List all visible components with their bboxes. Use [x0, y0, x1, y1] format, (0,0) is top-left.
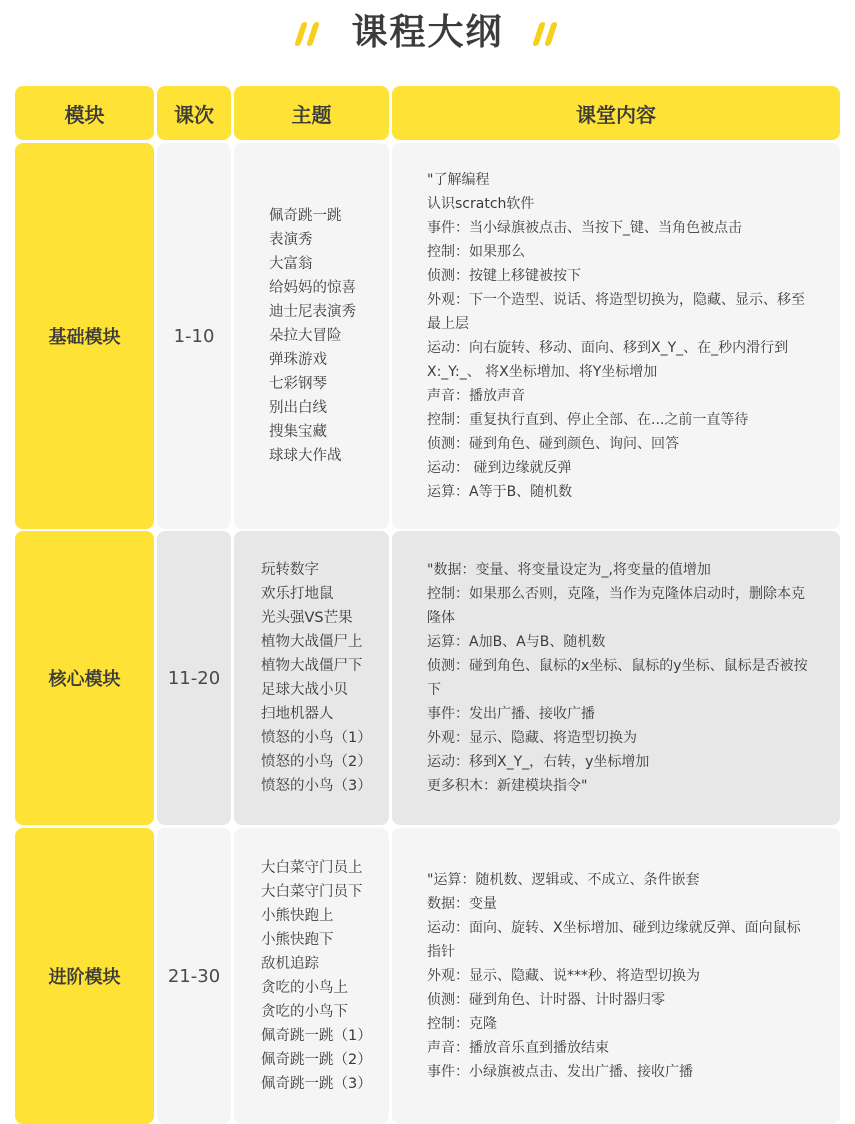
topic-item: 贪吃的小鸟上 [261, 980, 348, 996]
content-line: 认识scratch软件 [427, 196, 535, 212]
topics-cell [234, 143, 389, 529]
topic-item: 足球大战小贝 [261, 682, 348, 698]
content-line: 侦测：按键上移键被按下 [427, 268, 581, 284]
content-line: 运算：A等于B、随机数 [427, 484, 573, 500]
topic-item: 七彩钢琴 [269, 376, 327, 392]
content-line: 数据：变量 [427, 896, 497, 912]
content-cell [392, 531, 840, 825]
content-line: 控制：如果那么 [427, 244, 525, 260]
content-line: 外观：下一个造型、说话、将造型切换为，隐藏、显示、移至最上层 [427, 292, 805, 332]
topic-item: 植物大战僵尸上 [261, 634, 363, 650]
topic-item: 弹珠游戏 [269, 352, 327, 368]
content-line: 控制：如果那么否则，克隆，当作为克隆体启动时，删除本克隆体 [427, 586, 805, 626]
topic-item: 愤怒的小鸟（3） [261, 778, 372, 794]
content-line: 事件：小绿旗被点击、发出广播、接收广播 [427, 1064, 693, 1080]
module-cell-core: 核心模块 [15, 531, 154, 825]
content-line: 控制：克隆 [427, 1016, 497, 1032]
page-title: 课程大纲 [351, 12, 504, 53]
topic-item: 大白菜守门员上 [261, 860, 363, 876]
content-line: 运动：移到X_Y_，右转，y坐标增加 [427, 754, 650, 770]
content-line: 外观：显示、隐藏、将造型切换为 [427, 730, 637, 746]
content-line: 侦测：碰到角色、鼠标的x坐标、鼠标的y坐标、鼠标是否被按下 [427, 658, 808, 698]
content-line: 更多积木：新建模块指令" [427, 778, 588, 794]
topic-item: 敌机追踪 [261, 956, 319, 972]
lessons-cell: 11-20 [157, 531, 231, 825]
topic-item: 光头强VS芒果 [261, 610, 353, 626]
topic-item: 贪吃的小鸟下 [261, 1004, 348, 1020]
topic-item: 迪士尼表演秀 [269, 304, 356, 320]
content-line: 运动：面向、旋转、X坐标增加、碰到边缘就反弹、面向鼠标指针 [427, 920, 801, 960]
topic-item: 植物大战僵尸下 [261, 658, 363, 674]
content-cell [392, 828, 840, 1124]
topic-item: 玩转数字 [261, 562, 319, 578]
content-line: 事件：当小绿旗被点击、当按下_键、当角色被点击 [427, 220, 742, 236]
content-line: 侦测：碰到角色、计时器、计时器归零 [427, 992, 665, 1008]
header-lessons: 课次 [157, 86, 231, 140]
lessons-cell: 21-30 [157, 828, 231, 1124]
content-line: 侦测：碰到角色、碰到颜色、询问、回答 [427, 436, 679, 452]
content-line: 控制：重复执行直到、停止全部、在...之前一直等待 [427, 412, 749, 428]
header-topic: 主题 [234, 86, 389, 140]
topic-item: 表演秀 [269, 232, 313, 248]
lessons-cell: 1-10 [157, 143, 231, 529]
topic-item: 佩奇跳一跳（1） [261, 1028, 372, 1044]
topic-item: 欢乐打地鼠 [261, 586, 334, 602]
topic-item: 愤怒的小鸟（1） [261, 730, 372, 746]
topic-item: 搜集宝藏 [269, 424, 327, 440]
topic-item: 愤怒的小鸟（2） [261, 754, 372, 770]
content-line: 事件：发出广播、接收广播 [427, 706, 595, 722]
topic-item: 小熊快跑上 [261, 908, 334, 924]
topic-item: 朵拉大冒险 [269, 328, 342, 344]
topic-item: 小熊快跑下 [261, 932, 334, 948]
content-line: 声音：播放声音 [427, 388, 525, 404]
content-cell [392, 143, 840, 529]
content-line: "了解编程 [427, 172, 490, 188]
title-decoration-right [532, 22, 562, 48]
content-line: 运算：A加B、A与B、随机数 [427, 634, 606, 650]
topic-item: 佩奇跳一跳（3） [261, 1076, 372, 1092]
topic-item: 扫地机器人 [261, 706, 334, 722]
topics-cell [234, 531, 389, 825]
topic-item: 佩奇跳一跳 [269, 208, 342, 224]
content-line: "运算：随机数、逻辑或、不成立、条件嵌套 [427, 872, 700, 888]
module-cell-advanced: 进阶模块 [15, 828, 154, 1124]
topic-item: 大白菜守门员下 [261, 884, 363, 900]
header-content: 课堂内容 [392, 86, 840, 140]
topic-item: 大富翁 [269, 256, 313, 272]
title-bar [0, 0, 855, 70]
content-line: "数据：变量、将变量设定为_,将变量的值增加 [427, 562, 711, 578]
content-line: 声音：播放音乐直到播放结束 [427, 1040, 609, 1056]
content-line: 外观：显示、隐藏、说***秒、将造型切换为 [427, 968, 700, 984]
header-module: 模块 [15, 86, 154, 140]
module-cell-basic: 基础模块 [15, 143, 154, 529]
content-line: 运动： 碰到边缘就反弹 [427, 460, 572, 476]
topics-cell [234, 828, 389, 1124]
topic-item: 别出白线 [269, 400, 327, 416]
topic-item: 球球大作战 [269, 448, 342, 464]
topic-item: 佩奇跳一跳（2） [261, 1052, 372, 1068]
topic-item: 给妈妈的惊喜 [269, 280, 356, 296]
content-line: 运动：向右旋转、移动、面向、移到X_Y_、在_秒内滑行到X:_Y:_、 将X坐标增加、将Y坐标增加 [427, 340, 789, 380]
